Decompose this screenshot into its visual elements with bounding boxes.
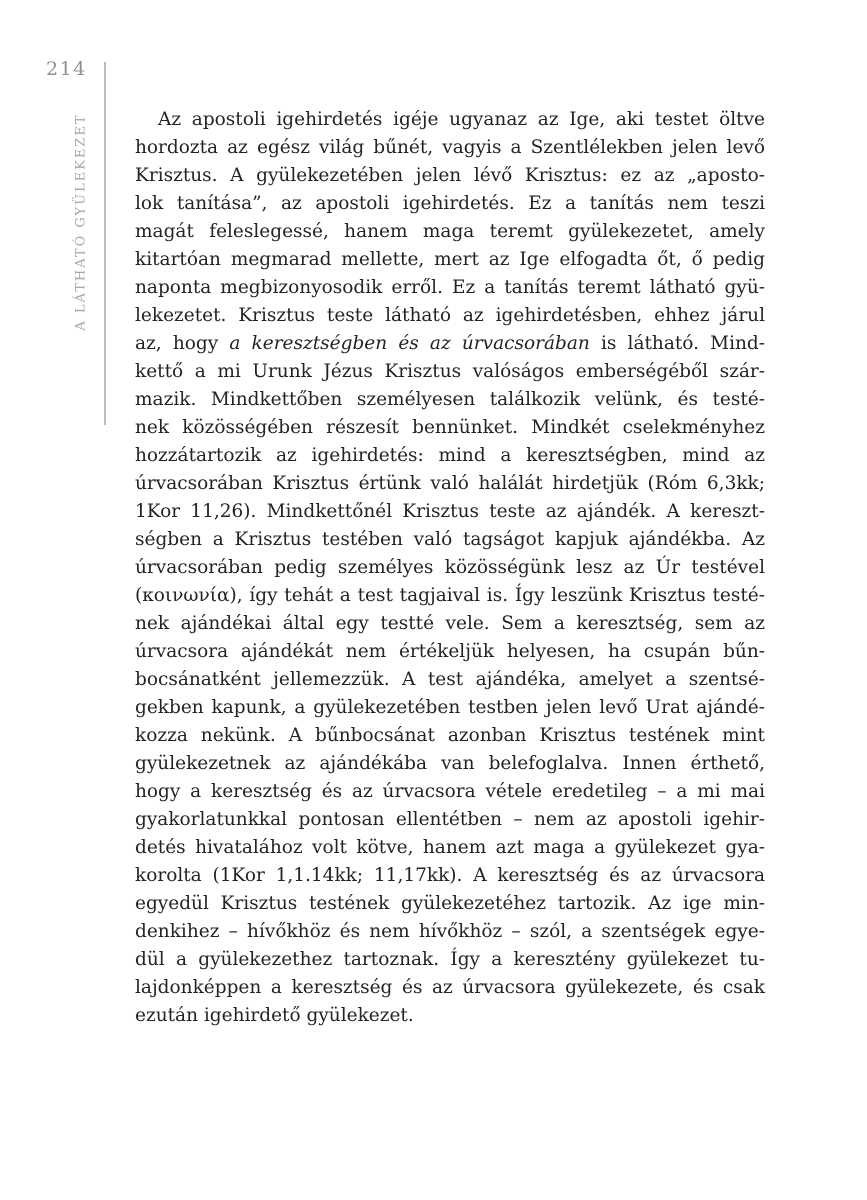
text-line: [135, 750, 765, 778]
text-segment: nek ajándékai által egy testté vele. Sem a keresztség, sem az: [135, 613, 765, 634]
text-line: [135, 582, 765, 610]
text-segment: detés hivatalához volt kötve, hanem azt maga a gyülekezet gya-: [135, 837, 765, 858]
text-segment: (κοινωνία), így tehát a test tagjaival is. Így leszünk Krisztus testé-: [135, 585, 765, 606]
text-line: [135, 610, 765, 638]
text-line: [135, 302, 765, 330]
text-line: [135, 722, 765, 750]
text-line: [135, 218, 765, 246]
text-segment: Krisztus. A gyülekezetében jelen lévő Krisztus: ez az „aposto-: [135, 165, 765, 186]
text-line: [135, 134, 765, 162]
text-line: [135, 358, 765, 386]
text-line: [135, 470, 765, 498]
text-segment: lajdonképpen a keresztség és az úrvacsora gyülekezete, és csak: [135, 977, 765, 998]
text-line: [135, 694, 765, 722]
text-line: [135, 498, 765, 526]
text-segment: úrvacsorában pedig személyes közösségünk lesz az Úr testével: [135, 557, 765, 578]
text-segment: ségben a Krisztus testében való tagságot kapjuk ajándékba. Az: [135, 529, 765, 550]
text-line: [135, 106, 765, 134]
text-segment: ezután igehirdető gyülekezet.: [135, 1005, 414, 1026]
text-segment: lekezetet. Krisztus teste látható az igehirdetésben, ehhez járul: [135, 305, 765, 326]
text-segment: hozzátartozik az igehirdetés: mind a keresztségben, mind az: [135, 445, 765, 466]
text-line: [135, 862, 765, 890]
text-line: [135, 666, 765, 694]
text-segment: úrvacsora ajándékát nem értékeljük helyesen, ha csupán bűn-: [135, 641, 765, 662]
text-line: [135, 554, 765, 582]
body-text-paragraph: [135, 106, 765, 1030]
text-line: [135, 946, 765, 974]
text-line: [135, 330, 765, 358]
italic-text-segment: a keresztségben és az úrvacsorában: [229, 333, 590, 354]
text-line: [135, 274, 765, 302]
text-segment: Az apostoli igehirdetés igéje ugyanaz az Ige, aki testet öltve: [158, 109, 765, 130]
text-line: [135, 778, 765, 806]
text-segment: kitartóan megmarad mellette, mert az Ige elfogadta őt, ő pedig: [135, 249, 765, 270]
text-segment: lok tanítása”, az apostoli igehirdetés. Ez a tanítás nem teszi: [135, 193, 765, 214]
text-segment: kozza nekünk. A bűnbocsánat azonban Krisztus testének mint: [135, 725, 765, 746]
text-segment: magát feleslegessé, hanem maga teremt gyülekezetet, amely: [135, 221, 765, 242]
text-line: [135, 918, 765, 946]
text-segment: 1Kor 11,26). Mindkettőnél Krisztus teste az ajándék. A kereszt-: [135, 501, 765, 522]
margin-chapter-label: A LÁTHATÓ GYÜLEKEZET: [73, 113, 89, 331]
text-line: [135, 386, 765, 414]
text-segment: gyakorlatunkkal pontosan ellentétben – nem az apostoli igehir-: [135, 809, 765, 830]
page-number: 214: [46, 58, 87, 80]
text-line: [135, 162, 765, 190]
text-line: [135, 638, 765, 666]
text-line: [135, 890, 765, 918]
text-segment: korolta (1Kor 1,1.14kk; 11,17kk). A keresztség és az úrvacsora: [135, 865, 765, 886]
text-line: [135, 526, 765, 554]
text-line: [135, 442, 765, 470]
margin-rule-divider: [104, 62, 106, 425]
text-line: [135, 1002, 765, 1030]
text-segment: denkihez – hívőkhöz és nem hívőkhöz – szól, a szentségek egye-: [135, 921, 765, 942]
text-segment: egyedül Krisztus testének gyülekezetéhez tartozik. Az ige min-: [135, 893, 765, 914]
text-segment: bocsánatként jellemezzük. A test ajándéka, amelyet a szentsé-: [135, 669, 765, 690]
text-segment: naponta megbizonyosodik erről. Ez a tanítás teremt látható gyü-: [135, 277, 765, 298]
text-segment: dül a gyülekezethez tartoznak. Így a keresztény gyülekezet tu-: [135, 949, 765, 970]
text-line: [135, 246, 765, 274]
text-line: [135, 834, 765, 862]
text-segment: nek közösségében részesít bennünket. Mindkét cselekményhez: [135, 417, 765, 438]
text-segment: is látható. Mind-: [589, 333, 766, 354]
text-line: [135, 414, 765, 442]
text-segment: hogy a keresztség és az úrvacsora vétele eredetileg – a mi mai: [135, 781, 765, 802]
text-segment: mazik. Mindkettőben személyesen találkozik velünk, és testé-: [135, 389, 765, 410]
text-line: [135, 190, 765, 218]
text-line: [135, 974, 765, 1002]
text-segment: gekben kapunk, a gyülekezetében testben jelen levő Urat ajándé-: [135, 697, 765, 718]
text-segment: kettő a mi Urunk Jézus Krisztus valóságos emberségéből szár-: [135, 361, 765, 382]
text-line: [135, 806, 765, 834]
text-segment: hordozta az egész világ bűnét, vagyis a Szentlélekben jelen levő: [135, 137, 765, 158]
text-segment: gyülekezetnek az ajándékába van belefoglalva. Innen érthető,: [135, 753, 765, 774]
text-segment: az, hogy: [135, 333, 230, 354]
text-segment: úrvacsorában Krisztus értünk való halálát hirdetjük (Róm 6,3kk;: [135, 473, 765, 494]
